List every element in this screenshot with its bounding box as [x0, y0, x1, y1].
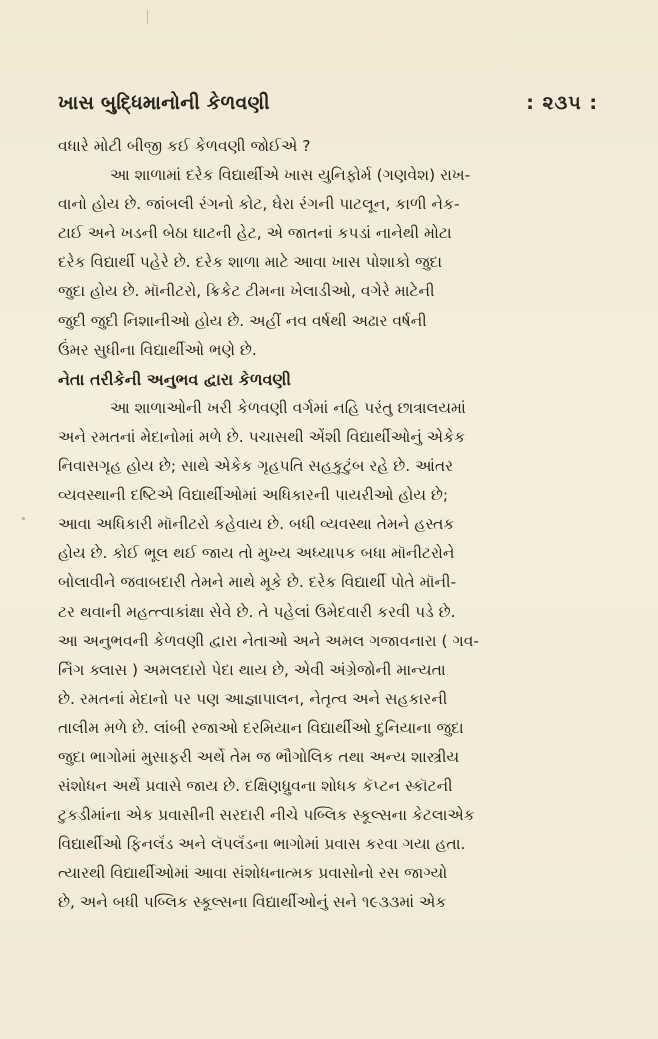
text-line: છે, અને બધી પબ્લિક સ્કૂલ્સના વિદ્યાર્થીઓનું સને ૧૯૩૩માં એક	[58, 893, 447, 912]
text-line: ર્નિંગ ક્લાસ ) અમલદારો પેદા થાય છે, એવી અંગ્રેજોની માન્યતા	[58, 660, 446, 679]
running-title: ખાસ બુદ્ધિમાનોની કેળવણી	[58, 92, 270, 114]
section-heading: નેતા તરીકેની અનુભવ દ્વારા કેળવણી	[58, 369, 291, 389]
page-number: : ૨૩૫ :	[526, 92, 598, 114]
text-line: છે. રમતનાં મેદાનો પર પણ આજ્ઞાપાલન, નેતૃત્વ અને સહકારની	[58, 689, 448, 708]
paper-mark	[147, 10, 148, 24]
text-line: દરેક વિદ્યાર્થી પહેરે છે. દરેક શાળા માટે આવા ખાસ પોશાકો જુદા	[58, 253, 443, 272]
text-line: ટુકડીમાંના એક પ્રવાસીની સરદારી નીચે પબ્લિક સ્કૂલ્સના કેટલાએક	[58, 806, 475, 825]
text-line: જુદા હોય છે. મૉનીટરો, ક્રિકેટ ટીમના ખેલાડીઓ, વગેરે માટેની	[58, 282, 435, 301]
text-line: આવા અધિકારી મૉનીટરો કહેવાય છે. બધી વ્યવસ્થા તેમને હસ્તક	[58, 515, 455, 534]
text-line: ટાઈ અને ખડની બેઠા ઘાટની હેટ, એ જાતનાં કપડાં નાનેથી મોટા	[58, 224, 452, 243]
text-line: તાલીમ મળે છે. લાંબી રજાઓ દરમિયાન વિદ્યાર્થીઓ દુનિયાના જુદા	[58, 718, 464, 737]
text-line: આ અનુભવની કેળવણી દ્વારા નેતાઓ અને અમલ ગજાવનારા ( ગવ-	[58, 631, 479, 650]
body-text	[58, 132, 606, 918]
text-line: જુદા ભાગોમાં મુસાફરી અર્થે તેમ જ ભૌગોલિક તથા અન્ય શાસ્ત્રીય	[58, 747, 460, 766]
text-line: ત્યારથી વિદ્યાર્થીઓમાં આવા સંશોધનાત્મક પ્રવાસોનો રસ જાગ્યો	[58, 864, 448, 883]
text-line: વિદ્યાર્થીઓ ફિનલૅંડ અને લૅપલૅંડના ભાગોમાં પ્રવાસ કરવા ગયા હતા.	[58, 835, 466, 854]
text-line: ટર થવાની મહત્ત્વાકાંક્ષા સેવે છે. તે પહેલાં ઉમેદવારી કરવી પડે છે.	[58, 602, 456, 621]
text-line: નિવાસગૃહ હોય છે; સાથે એકેક ગૃહપતિ સહકુટુંબ રહે છે. આંતર	[58, 457, 454, 476]
paper-speck	[22, 517, 25, 520]
text-line: ઉંમર સુધીના વિદ્યાર્થીઓ ભણે છે.	[58, 340, 257, 359]
text-line: વધારે મોટી બીજી કઈ કેળવણી જોઈએ ?	[58, 137, 311, 155]
text-line: વ્યવસ્થાની દષ્ટિએ વિદ્યાર્થીઓમાં અધિકારની પાયરીઓ હોય છે;	[58, 486, 449, 505]
text-line: હોય છે. કોઈ ભૂલ થઈ જાય તો મુખ્ય અધ્યાપક બધા મૉનીટરોને	[58, 544, 455, 563]
text-line: જુદી જુદી નિશાનીઓ હોય છે. અહીં નવ વર્ષથી અઢાર વર્ષની	[58, 311, 427, 330]
text-line: આ શાળામાં દરેક વિદ્યાર્થીએ ખાસ યુનિફોર્મ (ગણવેશ) રાખ-	[110, 166, 471, 185]
text-line: અને રમતનાં મેદાનોમાં મળે છે. પચાસથી એંશી વિદ્યાર્થીઓનું એકેક	[58, 427, 466, 446]
text-line: વાનો હોય છે. જાંબલી રંગનો કોટ, ઘેરા રંગની પાટલૂન, કાળી નેક-	[58, 195, 460, 214]
page-header	[58, 92, 598, 122]
text-line: આ શાળાઓની ખરી કેળવણી વર્ગમાં નહિ પરંતુ છાત્રાલયમાં	[110, 398, 466, 417]
text-line: સંશોધન અર્થે પ્રવાસે જાય છે. દક્ષિણધ્રુવના શોધક કૅપ્ટન સ્કૉટની	[58, 777, 453, 796]
text-line: બોલાવીને જવાબદારી તેમને માથે મૂકે છે. દરેક વિદ્યાર્થી પોતે મૉની-	[58, 573, 457, 592]
